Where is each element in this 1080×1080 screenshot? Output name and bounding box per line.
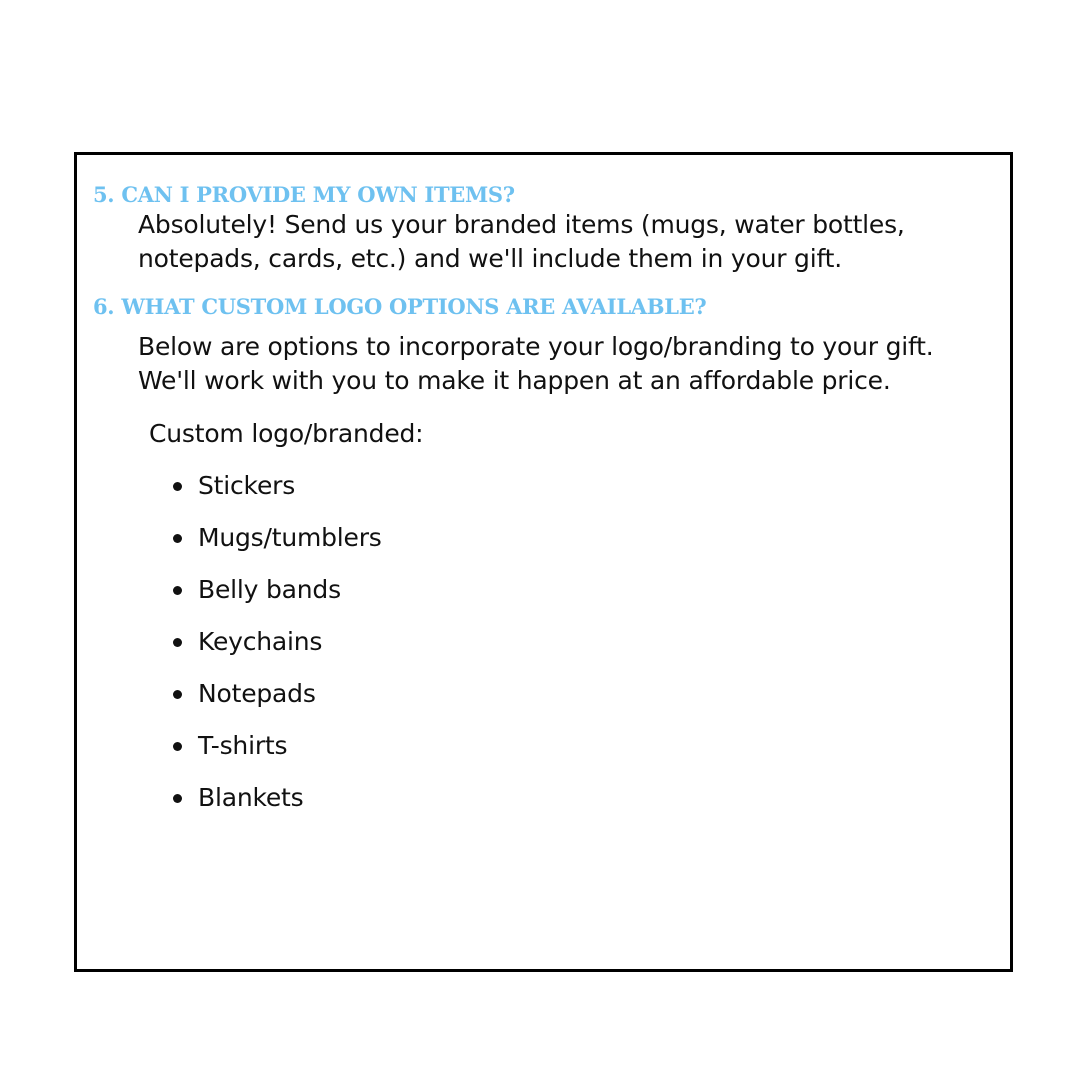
list-item-label: Notepads xyxy=(198,679,316,708)
list-item-label: Keychains xyxy=(198,627,323,656)
faq-answer-5-line-1: Absolutely! Send us your branded items (mugs, water bottles, xyxy=(138,210,905,239)
bullet-icon xyxy=(173,534,182,543)
faq-question-5-heading: 5. CAN I PROVIDE MY OWN ITEMS? xyxy=(93,182,515,207)
faq-answer-6-line-2: We'll work with you to make it happen at an affordable price. xyxy=(138,366,891,395)
bullet-icon xyxy=(173,690,182,699)
list-item-label: Belly bands xyxy=(198,575,341,604)
list-item-label: Mugs/tumblers xyxy=(198,523,382,552)
bullet-icon xyxy=(173,586,182,595)
faq-question-6-heading: 6. WHAT CUSTOM LOGO OPTIONS ARE AVAILABLE? xyxy=(93,294,707,319)
list-item-label: Blankets xyxy=(198,783,304,812)
bullet-icon xyxy=(173,482,182,491)
list-item-label: T-shirts xyxy=(198,731,288,760)
faq-answer-6-line-1: Below are options to incorporate your logo/branding to your gift. xyxy=(138,332,934,361)
bullet-icon xyxy=(173,742,182,751)
faq-frame xyxy=(74,152,1013,972)
list-item-label: Stickers xyxy=(198,471,296,500)
bullet-icon xyxy=(173,638,182,647)
bullet-icon xyxy=(173,794,182,803)
custom-logo-list-intro: Custom logo/branded: xyxy=(149,419,424,448)
faq-answer-5-line-2: notepads, cards, etc.) and we'll include them in your gift. xyxy=(138,244,842,273)
